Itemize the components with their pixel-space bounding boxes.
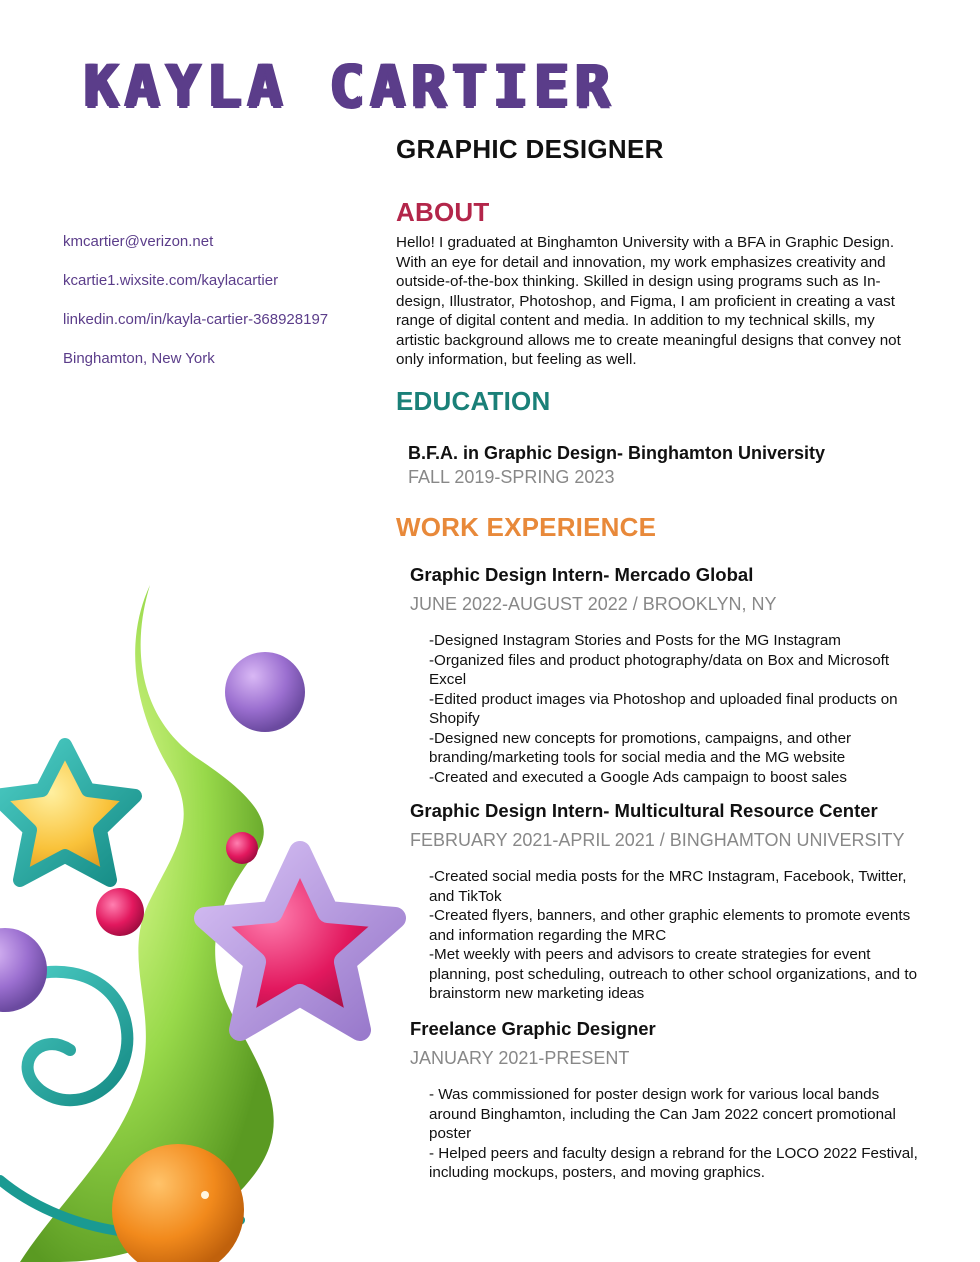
decorative-3d-shapes bbox=[0, 570, 430, 1262]
job-bullet: -Organized files and product photography/data on Box and Microsoft Excel bbox=[429, 651, 890, 688]
job-bullet: -Met weekly with peers and advisors to create strategies for event planning, post scheduling, outreach to other school organizations, and to brainstorm new marketing ideas bbox=[429, 946, 918, 1002]
education-heading: EDUCATION bbox=[396, 386, 551, 416]
purple-ball-left bbox=[0, 928, 47, 1012]
pink-ball bbox=[96, 888, 144, 936]
contact-linkedin[interactable]: linkedin.com/in/kayla-cartier-368928197 bbox=[63, 311, 329, 328]
yellow-star bbox=[0, 745, 135, 880]
contact-email[interactable]: kmcartier@verizon.net bbox=[63, 233, 214, 250]
job-bullet: -Edited product images via Photoshop and uploaded final products on Shopify bbox=[429, 690, 898, 727]
job-entry bbox=[410, 1018, 930, 1183]
job-bullet: - Was commissioned for poster design work for various local bands around Binghamton, including the Can Jam 2022 concert promotional poster bbox=[429, 1086, 896, 1142]
job-dates-location: JUNE 2022-AUGUST 2022 / BROOKLYN, NY bbox=[410, 594, 777, 614]
job-entry bbox=[410, 800, 930, 1004]
education-degree: B.F.A. in Graphic Design- Binghamton University bbox=[408, 443, 826, 463]
orange-ball-highlight bbox=[201, 1191, 209, 1199]
job-bullets bbox=[429, 867, 919, 1004]
job-dates-location: FEBRUARY 2021-APRIL 2021 / BINGHAMTON UNIVERSITY bbox=[410, 830, 905, 850]
contact-location: Binghamton, New York bbox=[63, 350, 215, 367]
purple-ball bbox=[225, 652, 305, 732]
job-bullets bbox=[429, 631, 919, 787]
job-entry bbox=[410, 564, 930, 787]
job-bullets bbox=[429, 1085, 919, 1183]
about-heading: ABOUT bbox=[396, 197, 490, 227]
job-bullet: -Designed Instagram Stories and Posts for the MG Instagram bbox=[429, 632, 841, 649]
work-experience-heading: WORK EXPERIENCE bbox=[396, 512, 657, 542]
job-bullet: - Helped peers and faculty design a rebrand for the LOCO 2022 Festival, including mockups, posters, and moving graphics. bbox=[429, 1144, 918, 1181]
resume-name: KAYLA CARTIER bbox=[84, 52, 616, 120]
job-dates-location: JANUARY 2021-PRESENT bbox=[410, 1048, 630, 1068]
job-title: Freelance Graphic Designer bbox=[410, 1018, 656, 1039]
job-bullet: -Created and executed a Google Ads campaign to boost sales bbox=[429, 768, 847, 786]
job-bullet: -Designed new concepts for promotions, campaigns, and other branding/marketing tools for social media and the MG website bbox=[429, 729, 852, 766]
education-dates: FALL 2019-SPRING 2023 bbox=[408, 467, 615, 487]
job-bullet: -Created flyers, banners, and other graphic elements to promote events and information regarding the MRC bbox=[429, 907, 911, 944]
job-title: Graphic Design Intern- Mercado Global bbox=[410, 564, 754, 585]
contact-website[interactable]: kcartie1.wixsite.com/kaylacartier bbox=[63, 272, 279, 289]
about-text: Hello! I graduated at Binghamton University with a BFA in Graphic Design. With an eye for detail and innovation, my work emphasizes creativity and outside-of-the-box thinking. Skilled in design using programs such as In-design, Illustrator, Photoshop, and Figma, I am proficient in creating a vast range of digital content and media. In addition to my technical skills, my artistic background allows me to create meaningful designs that convey not only information, but feeling as well. bbox=[396, 234, 901, 368]
job-bullet: -Created social media posts for the MRC Instagram, Facebook, Twitter, and TikTok bbox=[429, 868, 907, 905]
contact-info bbox=[63, 232, 383, 388]
pink-ball-small bbox=[226, 832, 258, 864]
job-title: Graphic Design Intern- Multicultural Resource Center bbox=[410, 800, 878, 821]
job-role-title: GRAPHIC DESIGNER bbox=[396, 134, 664, 164]
